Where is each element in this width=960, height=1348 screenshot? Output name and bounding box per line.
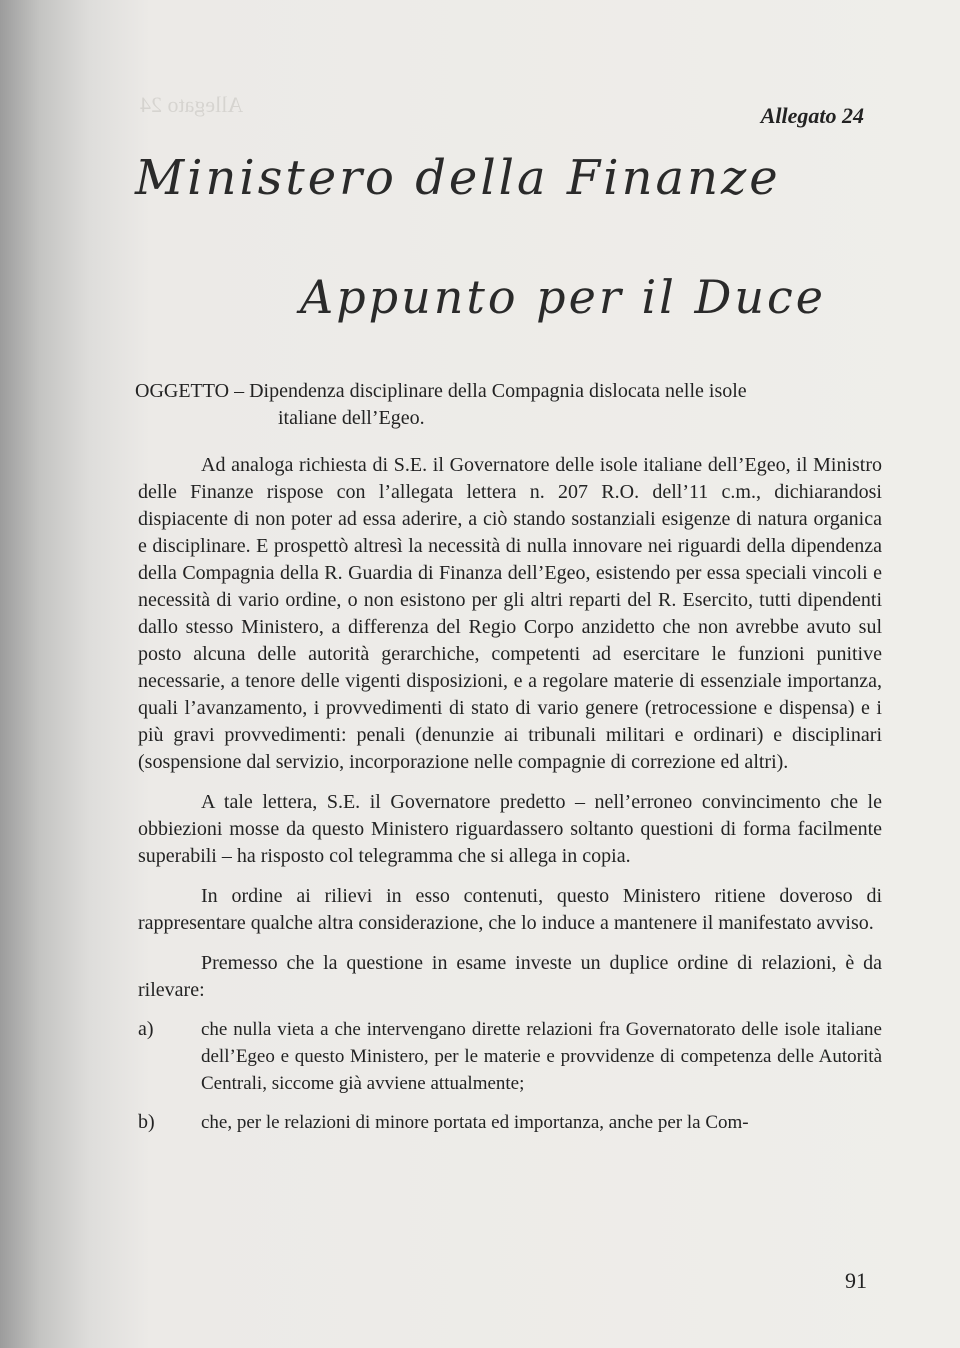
ministry-letterhead: Ministero della Finanze: [135, 150, 781, 206]
oggetto-block: [135, 378, 885, 432]
list-item-text: che nulla vieta a che intervengano dirette relazioni fra Governatorato delle isole italiane dell’Egeo e questo Ministero, per le materie e provvidenze di competenza delle Autorità Centrali, siccome già avviene attualmente;: [201, 1019, 882, 1094]
oggetto-line-2: italiane dell’Egeo.: [278, 407, 425, 429]
page-number: 91: [845, 1268, 867, 1293]
relations-list: [138, 1016, 882, 1136]
bleed-through-text: Allegato 24: [140, 92, 244, 117]
list-marker: a): [138, 1018, 154, 1040]
paragraph: Premesso che la questione in esame investe un duplice ordine di relazioni, è da rilevare:: [138, 952, 882, 1001]
paragraph: A tale lettera, S.E. il Governatore predetto – nell’erroneo convincimento che le obbiezioni mosse da questo Ministero riguardassero soltanto questioni di forma facilmente superabili – ha risposto col telegramma che si allega in copia.: [138, 791, 882, 867]
paragraph: Ad analoga richiesta di S.E. il Governatore delle isole italiane dell’Egeo, il Ministro delle Finanze rispose con l’allegata lettera n. 207 R.O. dell’11 c.m., dichiarandosi dispiacente di non poter ad essa aderire, a ciò stando sostanziali esigenze di natura organica e disciplinare. E prospettò altresì la necessità di nulla innovare nei riguardi della dipendenza della Compagnia della R. Guardia di Finanza dell’Egeo, esistendo per essa speciali vincoli e necessità di vario ordine, o non esistono per gli altri reparti del R. Esercito, tutti dipendenti dallo stesso Ministero, a differenza del Regio Corpo anzidetto che non avrebbe avuto sul posto alcuna delle autorità gerarchiche, competenti ad esercitare le funzioni punitive necessarie, a tenore delle vigenti disposizioni, e a regolare materie di essenziale importanza, quali l’avanzamento, i provvedimenti di stato di vario genere (retrocessione e dispensa) e i più gravi provvedimenti: penali (denunzie ai tribunali militari e ordinari) e disciplinari (sospensione dal servizio, incorporazione nelle compagnie di correzione ed altri).: [138, 454, 882, 773]
list-item: [138, 1016, 882, 1097]
paragraph: In ordine ai rilievi in esso contenuti, questo Ministero ritiene doveroso di rappresentare qualche altra considerazione, che lo induce a mantenere il manifestato avviso.: [138, 885, 882, 934]
list-marker: b): [138, 1111, 155, 1133]
allegato-label: Allegato 24: [760, 103, 864, 128]
appunto-heading: Appunto per il Duce: [300, 270, 826, 324]
list-item-text: che, per le relazioni di minore portata ed importanza, anche per la Com-: [201, 1112, 749, 1133]
oggetto-line-1: OGGETTO – Dipendenza disciplinare della Compagnia dislocata nelle isole: [135, 380, 747, 402]
body-text: [138, 452, 882, 1148]
list-item: [138, 1109, 882, 1136]
